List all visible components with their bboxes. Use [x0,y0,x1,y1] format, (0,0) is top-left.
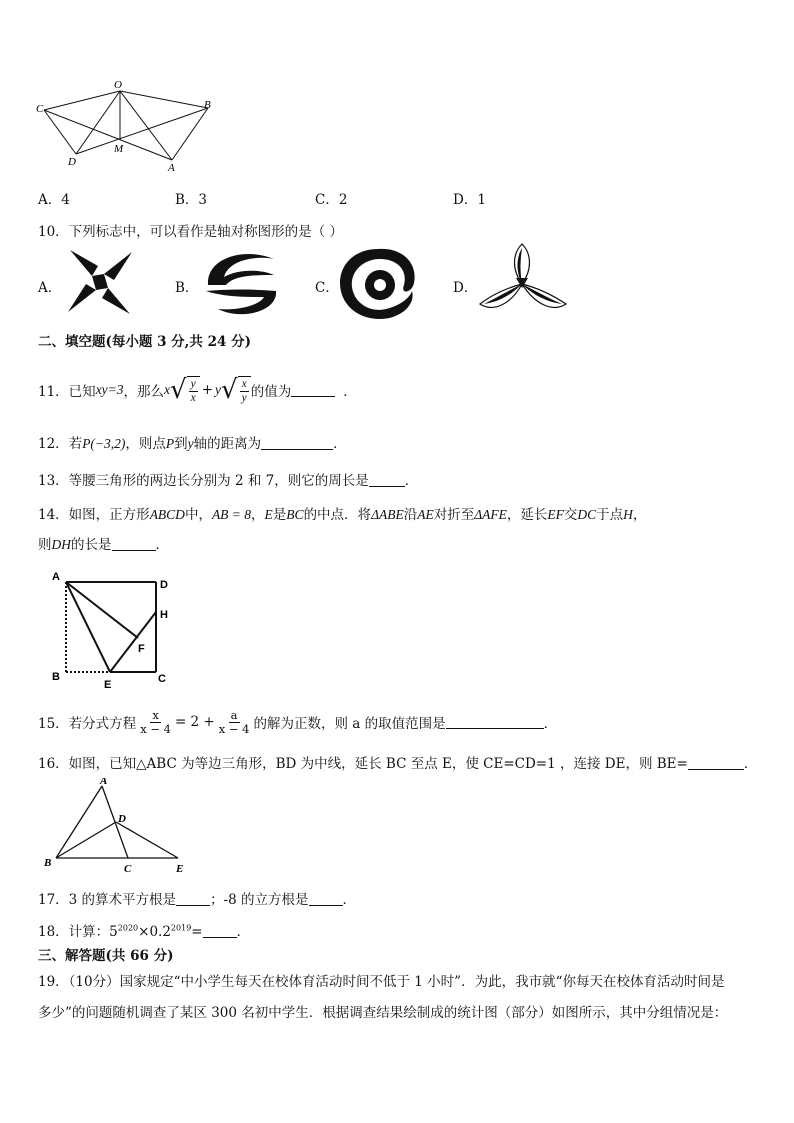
q17-answer-blank-2[interactable] [309,892,343,906]
q18-exp2: 2019 [170,923,192,933]
q13-end: ． [404,473,419,489]
q14-t11: ， [632,507,647,523]
q12-point: P(−3,2) [82,436,126,451]
q10-option-d-label[interactable]: D． [453,280,478,296]
q14-t9: 交 [563,507,578,523]
fig14-label-b: B [52,671,60,683]
q14-ef: EF [547,507,564,522]
q14-question-line2 [38,533,169,553]
q19-line-1: 19．（10分）国家规定“中小学生每天在校体育活动时间不低于 1 小时”．为此，我市就“你每天在校体育活动时间是 [38,974,725,990]
q14-t12: 则 [38,537,52,553]
q18-c: = [191,924,203,940]
swirl-circle-logo-icon [338,245,420,321]
q14-question-line1 [38,503,646,523]
q15-question: 15．若分式方程 $\frac{x}{x - 4}$ = 2 + $\frac{a}{x - 4}$ 的解为正数，则 a 的取值范围是 ． [38,707,558,736]
q12-y: y [187,436,194,451]
q14-t8: ，延长 [506,507,548,523]
fig14-label-c: C [158,673,166,685]
q15-eq: = 2 + [174,714,215,730]
q15-end: ． [543,716,558,732]
q14-abe: ΔABE [371,507,404,522]
q10-option-c-label[interactable]: C． [315,280,339,296]
fig16-label-b: B [44,857,52,869]
fig9-label-a: A [168,162,175,174]
q14-abcd: ABCD [149,507,185,522]
q14-dc: DC [577,507,597,522]
q16-answer-blank[interactable] [688,756,744,770]
q14-bc: BC [286,507,304,522]
q13-question [38,469,418,489]
q17-answer-blank-1[interactable] [176,892,210,906]
fig16-label-d: D [118,813,126,825]
fig16-label-c: C [124,863,132,875]
q18-b: ×0.2 [138,924,171,940]
q14-answer-blank[interactable] [112,537,156,551]
q18-exp1: 2020 [117,923,139,933]
q14-t6: 沿 [403,507,418,523]
q14-dh: DH [51,537,71,552]
q16-figure [42,778,202,878]
q14-t7: 对折至 [433,507,475,523]
q16-end: ． [743,756,758,772]
q18-question [38,920,250,940]
pinwheel-star-logo-icon [62,244,138,320]
q17-question [38,888,356,908]
q14-h: H [623,507,633,522]
q14-t5: 的中点．将 [303,507,372,523]
q16-text: 16．如图，已知△ABC 为等边三角形，BD 为中线，延长 BC 至点 E，使 CE=CD=1 ，连接 DE，则 BE= [38,756,688,772]
q10-option-b-label[interactable]: B． [175,280,199,296]
fig14-label-e: E [104,679,112,691]
q19-line-2: 多少”的问题随机调查了某区 300 名初中学生．根据调查结果绘制成的统计图（部分）如图所示，其中分组情况是： [38,1005,728,1021]
q9-option-d[interactable]: D．1 [453,192,486,208]
fig9-label-c: C [36,103,44,115]
fig9-label-b: B [204,99,211,111]
q11-question: 11．已知 xy=3 ，那么 x √ $\frac{y}{x}$ + y √ $\frac{x}{y}$ 的值为 ． [38,375,357,405]
q17-end: ． [342,892,357,908]
q9-option-a[interactable]: A．4 [38,192,70,208]
fig14-label-a: A [52,571,60,583]
fig9-label-d: D [68,156,76,168]
q18-answer-blank[interactable] [203,924,237,938]
q12-p: P [165,436,175,451]
q15-prefix: 15．若分式方程 [38,716,137,732]
q11-condition: xy=3 [95,382,124,397]
q18-end: ． [236,924,251,940]
q11-answer-blank[interactable] [291,383,335,397]
q14-t4: 是 [272,507,287,523]
q10-question: 10．下列标志中，可以看作是轴对称图形的是（ ） [38,224,343,240]
q9-figure [34,78,224,178]
section-3-title: 三、解答题(共 66 分) [38,948,174,964]
fig14-label-h: H [160,609,168,621]
q14-afe: ΔAFE [474,507,507,522]
q14-e: E [264,507,273,522]
q14-t10: 于点 [596,507,624,523]
q12-end: ． [333,436,347,452]
q15-answer-blank[interactable] [446,715,544,729]
fig9-label-m: M [114,143,124,155]
fig14-label-d: D [160,579,168,591]
q14-t1: 14．如图，正方形 [38,507,150,523]
q9-option-c[interactable]: C．2 [315,192,348,208]
q11-suffix: 的值为 [250,384,292,400]
q14-t3: ， [251,507,265,523]
q12-mid2: 到 [174,436,188,452]
q14-ae: AE [417,507,434,522]
q14-t2: 中， [184,507,212,523]
q11-end: ． [343,384,357,400]
q13-text: 13．等腰三角形的两边长分别为 2 和 7，则它的周长是 [38,473,369,489]
q14-ab: AB = 8 [211,507,252,522]
q12-question [38,432,347,452]
section-2-title: 二、填空题(每小题 3 分,共 24 分) [38,334,251,350]
q14-figure [46,568,176,692]
q10-option-a-label[interactable]: A． [38,280,62,296]
q12-suffix: 轴的距离为 [193,436,262,452]
q15-suffix: 的解为正数，则 a 的取值范围是 [253,716,446,732]
q17-a: 17．3 的算术平方根是 [38,892,177,908]
q14-end: ． [155,537,169,553]
q11-prefix: 11．已知 [38,384,96,400]
q9-option-b[interactable]: B．3 [175,192,208,208]
q14-t13: 的长是 [71,537,112,553]
q16-question [38,752,757,772]
q12-mid1: ，则点 [125,436,166,452]
tri-petal-logo-icon [476,240,570,324]
q12-answer-blank[interactable] [261,436,333,450]
crescent-logo-icon [198,245,284,319]
q11-mid: ，那么 [123,384,165,400]
q17-b: ；-8 的立方根是 [210,892,309,908]
fig9-label-o: O [114,79,122,91]
fig14-label-f: F [138,643,145,655]
q18-a: 18．计算：5 [38,924,118,940]
fig16-label-e: E [176,863,184,875]
q12-prefix: 12．若 [38,436,83,452]
q13-answer-blank[interactable] [369,473,405,487]
fig16-label-a: A [100,778,108,787]
